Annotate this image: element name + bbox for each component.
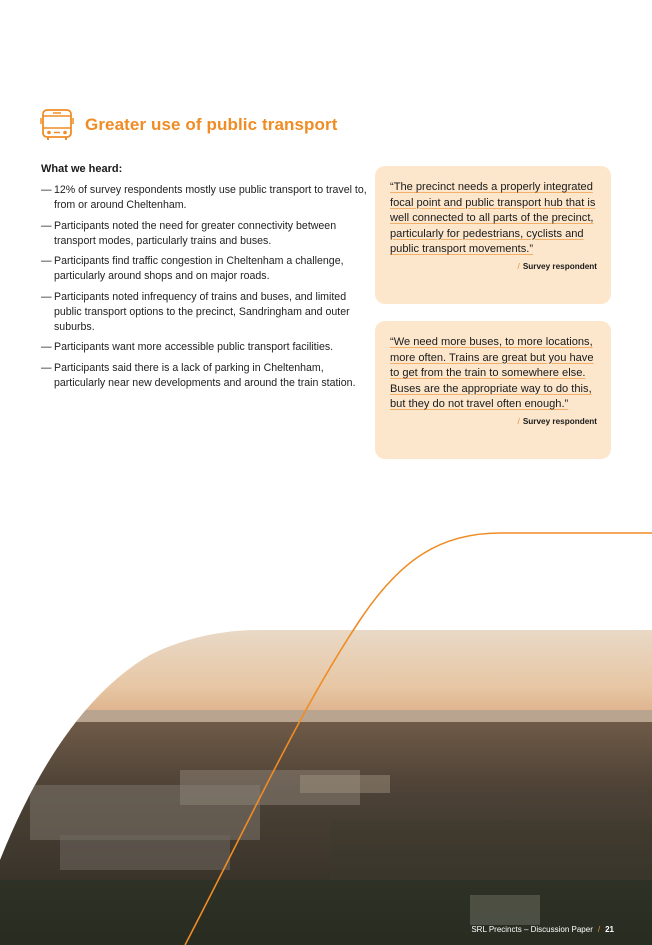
list-item: — Participants said there is a lack of parking in Cheltenham, particularly near new developments and around the train station. bbox=[41, 361, 356, 389]
quote-attribution: / Survey respondent bbox=[517, 416, 597, 426]
quote-attribution: / Survey respondent bbox=[517, 261, 597, 271]
list-item: — Participants find traffic congestion in Cheltenham a challenge, particularly around shops and on major roads. bbox=[41, 255, 344, 282]
what-we-heard-title: What we heard: bbox=[41, 163, 123, 175]
page-number: 21 bbox=[605, 925, 614, 934]
footer-separator: / bbox=[597, 925, 601, 934]
quote-text: “We need more buses, to more locations, more often. Trains are great but you have to get from the train to somewhere else. Buses are the appropriate way to do this, but they do not travel often enough.” bbox=[390, 336, 594, 410]
list-item: — Participants want more accessible public transport facilities. bbox=[41, 341, 334, 353]
quote-text: “The precinct needs a properly integrated focal point and public transport hub that is well connected to all parts of the precinct, particularly for pedestrians, cyclists and public transport movements.” bbox=[390, 181, 596, 255]
footer-doc-title: SRL Precincts – Discussion Paper bbox=[471, 925, 593, 934]
list-item: — Participants noted the need for greater connectivity between transport modes, particularly trains and buses. bbox=[41, 219, 337, 247]
list-item: — Participants noted infrequency of trains and buses, and limited public transport options to the precinct, Sandringham and outer suburbs. bbox=[41, 290, 350, 333]
section-title: Greater use of public transport bbox=[85, 115, 338, 134]
list-item: — 12% of survey respondents mostly use public transport to travel to, from or around Cheltenham. bbox=[41, 184, 367, 211]
page-footer bbox=[471, 925, 614, 934]
